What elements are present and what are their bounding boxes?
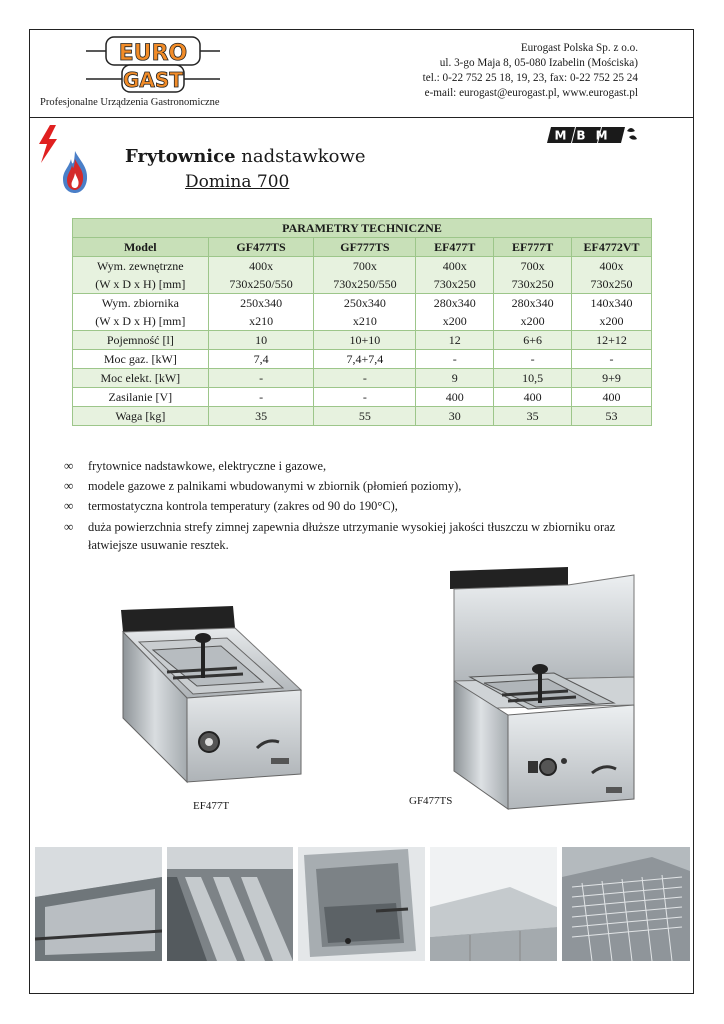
detail-photo-fry-basket [562,847,690,961]
list-item [64,457,644,475]
table-row [73,369,652,388]
table-cell [416,369,494,388]
cell-line: 53 [605,409,618,423]
cell-line: - [530,352,535,366]
cell-line: 35 [526,409,539,423]
company-address: ul. 3-go Maja 8, 05-080 Izabelin (Mościska) [439,57,638,69]
cell-line: 250x340 [343,296,386,310]
table-cell [416,331,494,350]
table-cell [494,407,572,426]
table-cell [494,388,572,407]
col-header: GF477TS [208,238,314,257]
row-label [73,350,209,369]
cell-line: 55 [358,409,371,423]
table-cell [208,369,314,388]
row-label [73,294,209,331]
table-cell [494,350,572,369]
cell-line: x200 [520,314,545,328]
cell-line: 280x340 [433,296,476,310]
cell-line: 730x250 [511,277,554,291]
table-cell [572,294,652,331]
table-cell [208,388,314,407]
row-label [73,331,209,350]
detail-photo-heating-elements [167,847,293,961]
list-item [64,477,644,495]
cell-line: 10 [255,333,268,347]
cell-line: 9+9 [602,371,621,385]
table-cell [208,294,314,331]
infinity-bullet-icon: ∞ [64,478,74,494]
col-header: EF4772VT [572,238,652,257]
spec-table [72,218,652,426]
detail-photo-tank [35,847,162,961]
cell-line: - [362,390,367,404]
cell-line: 730x250 [433,277,476,291]
caption-ef477t: EF477T [193,800,230,812]
cell-line: x210 [249,314,274,328]
table-cell [416,407,494,426]
table-cell [572,257,652,294]
cell-line: x210 [352,314,377,328]
company-email: e-mail: eurogast@eurogast.pl, www.eurogast.pl [424,87,638,99]
page-title [125,146,366,167]
spec-table-title: PARAMETRY TECHNICZNE [73,219,652,238]
cell-line: 400x [442,259,467,273]
cell-line: 730x250/550 [333,277,397,291]
list-item [64,497,644,515]
mbm-brand-logo [545,123,639,145]
table-cell [208,407,314,426]
caption-gf477ts: GF477TS [409,795,453,807]
row-label-line: Moc gaz. [kW] [103,352,177,366]
company-contact [423,41,638,101]
col-header: GF777TS [314,238,416,257]
table-cell [494,294,572,331]
table-cell [494,369,572,388]
cell-line: 10,5 [522,371,544,385]
row-label-line: Wym. zewnętrzne [97,259,184,273]
cell-line: - [259,371,264,385]
cell-line: 12+12 [596,333,627,347]
cell-line: 140x340 [590,296,633,310]
spec-table-header [73,238,652,257]
list-item [64,518,644,554]
cell-line: 9 [451,371,458,385]
cell-line: - [362,371,367,385]
table-cell [208,257,314,294]
table-cell [314,350,416,369]
feature-list [64,457,644,556]
table-cell [416,388,494,407]
row-label-line: Waga [kg] [115,409,166,423]
list-item-text: modele gazowe z palnikami wbudowanymi w zbiornik (płomień poziomy), [88,479,462,494]
company-phone: tel.: 0-22 752 25 18, 19, 23, fax: 0-22 752 25 24 [422,72,638,84]
row-label [73,407,209,426]
table-cell [494,257,572,294]
cell-line: 700x [520,259,545,273]
table-cell [314,294,416,331]
table-cell [314,388,416,407]
table-cell [208,350,314,369]
table-cell [314,407,416,426]
infinity-bullet-icon: ∞ [64,518,74,534]
table-cell [416,257,494,294]
cell-line: - [452,352,457,366]
header-divider [29,117,694,118]
cell-line: 730x250/550 [229,277,293,291]
cell-line: 30 [448,409,461,423]
mbm-logo-text: MBM [554,128,618,143]
list-item-text: frytownice nadstawkowe, elektryczne i gazowe, [88,459,327,473]
row-label-line: Zasilanie [V] [108,390,173,404]
col-header: EF477T [416,238,494,257]
cell-line: 400 [602,390,621,404]
table-row [73,294,652,331]
table-cell [572,388,652,407]
company-tagline: Profesjonalne Urządzenia Gastronomiczne [40,97,220,108]
cell-line: - [259,390,264,404]
eurogast-logo [84,34,222,94]
cell-line: 400x [249,259,274,273]
cell-line: 400 [523,390,542,404]
col-header: Model [73,238,209,257]
table-row [73,350,652,369]
fryer-gf477ts-image [444,565,640,815]
logo-text-gast: GAST [123,68,183,92]
cell-line: 7,4 [253,352,269,366]
table-cell [572,369,652,388]
table-cell [572,407,652,426]
cell-line: x200 [599,314,624,328]
cell-line: 400x [599,259,624,273]
list-item-text: duża powierzchnia strefy zimnej zapewnia dłuższe utrzymanie wysokiej jakości tłuszczu w zbiorniku oraz łatwiejsze usuwanie resztek. [88,519,616,552]
table-cell [494,331,572,350]
cell-line: 280x340 [511,296,554,310]
logo-text-euro: EURO [118,41,188,66]
table-cell [416,294,494,331]
infinity-bullet-icon: ∞ [64,498,74,514]
lightning-bolt-icon [36,124,60,164]
cell-line: 250x340 [240,296,283,310]
cell-line: x200 [442,314,467,328]
company-name: Eurogast Polska Sp. z o.o. [520,42,638,54]
infinity-bullet-icon: ∞ [64,458,74,473]
cell-line: 12 [448,333,461,347]
table-cell [208,331,314,350]
row-label [73,257,209,294]
row-label-line: Moc elekt. [kW] [100,371,181,385]
cell-line: 10+10 [349,333,381,347]
table-row [73,407,652,426]
gas-flame-icon [60,149,90,195]
page-subtitle: Domina 700 [185,172,290,192]
table-cell [314,369,416,388]
list-item-text: termostatyczna kontrola temperatury (zakres od 90 do 190°C), [88,499,398,514]
table-cell [572,350,652,369]
cell-line: 6+6 [523,333,542,347]
table-cell [416,350,494,369]
detail-photo-tank-interior [298,847,425,961]
row-label-line: (W x D x H) [mm] [95,277,186,291]
table-row [73,331,652,350]
cell-line: 35 [255,409,268,423]
cell-line: - [609,352,614,366]
detail-photo-worktop-edge [430,847,557,961]
title-rest: nadstawkowe [235,146,366,167]
table-row [73,257,652,294]
fryer-ef477t-image [117,598,305,790]
cell-line: 400 [445,390,464,404]
row-label [73,388,209,407]
row-label-line: Wym. zbiornika [101,296,179,310]
cell-line: 7,4+7,4 [346,352,384,366]
table-cell [572,331,652,350]
row-label [73,369,209,388]
cell-line: 730x250 [590,277,633,291]
cell-line: 700x [352,259,377,273]
row-label-line: (W x D x H) [mm] [95,314,186,328]
table-row [73,388,652,407]
col-header: EF777T [494,238,572,257]
table-cell [314,257,416,294]
row-label-line: Pojemność [l] [106,333,174,347]
table-cell [314,331,416,350]
title-bold: Frytownice [125,146,236,167]
